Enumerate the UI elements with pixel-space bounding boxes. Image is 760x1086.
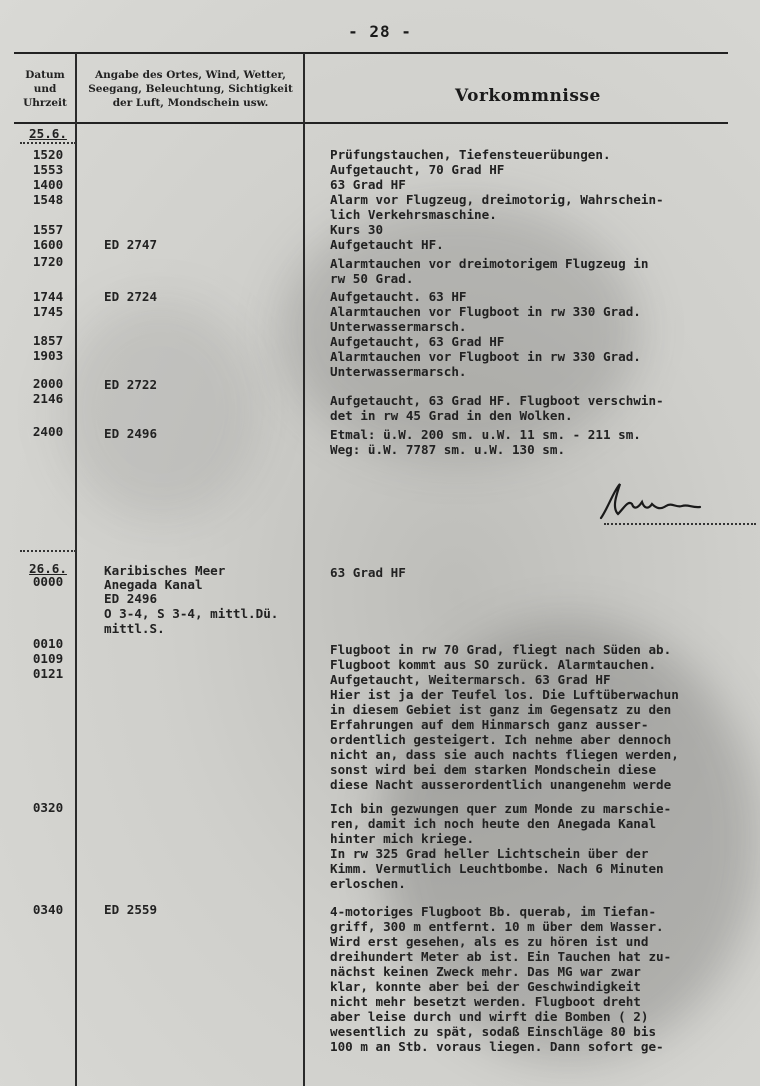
entry-text: Prüfungstauchen, Tiefensteuerübungen. [330, 147, 611, 162]
entry-text: Alarmtauchen vor dreimotorigem Flugzeug in [330, 256, 649, 271]
entry-time: 0010 [32, 636, 64, 651]
entry-text: Aufgetaucht, 63 Grad HF. Flugboot verschwin- [330, 393, 664, 408]
entry-text: hinter mich kriege. [330, 831, 475, 846]
entry-text: Alarm vor Flugzeug, dreimotorig, Wahrschein- [330, 192, 664, 207]
entry-text: In rw 325 Grad heller Lichtschein über der [330, 846, 649, 861]
entry-text: Ich bin gezwungen quer zum Monde zu marschie- [330, 801, 672, 816]
date-25-6: 25.6. [29, 126, 67, 141]
header-vorkommnisse: Vorkommnisse [455, 86, 601, 106]
entry-text: klar, konnte aber bei der Geschwindigkeit [330, 979, 641, 994]
entry-time: 0320 [32, 800, 64, 815]
location-line: Anegada Kanal [104, 577, 203, 592]
entry-text: Flugboot in rw 70 Grad, fliegt nach Süden ab. [330, 642, 672, 657]
column-divider-2 [303, 53, 305, 1086]
entry-time: 1400 [32, 177, 64, 192]
date-separator [20, 142, 76, 144]
weather-line: O 3-4, S 3-4, mittl.Dü. [104, 606, 279, 621]
entry-time: 0000 [32, 574, 64, 589]
entry-text: diese Nacht ausserordentlich unangenehm werde [330, 777, 672, 792]
entry-time: 2146 [32, 391, 64, 406]
entry-time: 1557 [32, 222, 64, 237]
entry-text: in diesem Gebiet ist ganz im Gegensatz zu den [330, 702, 672, 717]
entry-text: Kimm. Vermutlich Leuchtbombe. Nach 6 Minuten [330, 861, 664, 876]
entry-text: wesentlich zu spät, sodaß Einschläge 80 bis [330, 1024, 657, 1039]
entry-text: sonst wird bei dem starken Mondschein diese [330, 762, 657, 777]
entry-text: 4-motoriges Flugboot Bb. querab, im Tiefan- [330, 904, 657, 919]
entry-place: ED 2722 [104, 377, 158, 392]
header-datum-uhrzeit [14, 68, 76, 110]
entry-text: 100 m an Stb. voraus liegen. Dann sofort ge- [330, 1039, 664, 1054]
entry-text: 63 Grad HF [330, 177, 406, 192]
entry-text: det in rw 45 Grad in den Wolken. [330, 408, 573, 423]
entry-text: Weg: ü.W. 7787 sm. u.W. 130 sm. [330, 442, 566, 457]
entry-place: ED 2747 [104, 237, 158, 252]
header-line: Uhrzeit [23, 97, 67, 109]
entry-text: Etmal: ü.W. 200 sm. u.W. 11 sm. - 211 sm. [330, 427, 641, 442]
entry-text: 63 Grad HF [330, 565, 406, 580]
entry-text: erloschen. [330, 876, 406, 891]
entry-text: nicht mehr besetzt werden. Flugboot dreht [330, 994, 641, 1009]
header-bottom-rule [14, 122, 728, 124]
entry-text: nicht an, dass sie auch nachts fliegen werden, [330, 747, 679, 762]
entry-text: Flugboot kommt aus SO zurück. Alarmtauchen. [330, 657, 657, 672]
entry-time: 1745 [32, 304, 64, 319]
entry-time: 1553 [32, 162, 64, 177]
entry-place: ED 2724 [104, 289, 158, 304]
signature-line [604, 523, 756, 525]
entry-place: ED 2559 [104, 902, 158, 917]
entry-time: 1600 [32, 237, 64, 252]
entry-text: Aufgetaucht, 70 Grad HF [330, 162, 505, 177]
entry-time: 1744 [32, 289, 64, 304]
header-line: Angabe des Ortes, Wind, Wetter, [95, 69, 286, 81]
entry-time: 1548 [32, 192, 64, 207]
entry-text: aber leise durch und wirft die Bomben ( 2) [330, 1009, 649, 1024]
table-top-rule [14, 52, 728, 54]
entry-time: 0109 [32, 651, 64, 666]
entry-text: dreihundert Meter ab ist. Ein Tauchen hat zu- [330, 949, 672, 964]
entry-text: ren, damit ich noch heute den Anegada Kanal [330, 816, 657, 831]
entry-text: Kurs 30 [330, 222, 384, 237]
entry-text: rw 50 Grad. [330, 271, 414, 286]
entry-text: griff, 300 m entfernt. 10 m über dem Wasser. [330, 919, 664, 934]
entry-text: Aufgetaucht, Weitermarsch. 63 Grad HF [330, 672, 611, 687]
entry-text: Alarmtauchen vor Flugboot in rw 330 Grad. [330, 304, 641, 319]
header-ort-wetter [78, 68, 303, 110]
entry-text: Aufgetaucht, 63 Grad HF [330, 334, 505, 349]
entry-text: ordentlich gesteigert. Ich nehme aber dennoch [330, 732, 672, 747]
entry-place: ED 2496 [104, 426, 158, 441]
entry-time: 2000 [32, 376, 64, 391]
entry-text: Alarmtauchen vor Flugboot in rw 330 Grad. [330, 349, 641, 364]
weather-line: mittl.S. [104, 621, 165, 636]
entry-time: 1520 [32, 147, 64, 162]
entry-time: 0121 [32, 666, 64, 681]
date-separator [20, 550, 76, 552]
header-line: Seegang, Beleuchtung, Sichtigkeit [88, 83, 293, 95]
entry-text: Hier ist ja der Teufel los. Die Luftüberwachun [330, 687, 679, 702]
date-26-6: 26.6. [29, 561, 67, 576]
location-line: Karibisches Meer [104, 563, 226, 578]
entry-time: 1720 [32, 254, 64, 269]
header-line: der Luft, Mondschein usw. [112, 97, 269, 109]
entry-text: Aufgetaucht. 63 HF [330, 289, 467, 304]
entry-time: 2400 [32, 424, 64, 439]
entry-text: Erfahrungen auf dem Hinmarsch ganz ausser- [330, 717, 649, 732]
entry-text: Wird erst gesehen, als es zu hören ist und [330, 934, 649, 949]
entry-time: 1903 [32, 348, 64, 363]
header-line: und [33, 83, 57, 95]
entry-text: lich Verkehrsmaschine. [330, 207, 497, 222]
scan-smudge [60, 300, 260, 520]
entry-text: Aufgetaucht HF. [330, 237, 444, 252]
entry-text: nächst keinen Zweck mehr. Das MG war zwar [330, 964, 641, 979]
header-line: Datum [25, 69, 65, 81]
location-line: ED 2496 [104, 591, 158, 606]
handwritten-signature [596, 478, 746, 528]
page-number: - 28 - [348, 22, 412, 41]
entry-time: 1857 [32, 333, 64, 348]
entry-text: Unterwassermarsch. [330, 364, 467, 379]
entry-text: Unterwassermarsch. [330, 319, 467, 334]
entry-time: 0340 [32, 902, 64, 917]
